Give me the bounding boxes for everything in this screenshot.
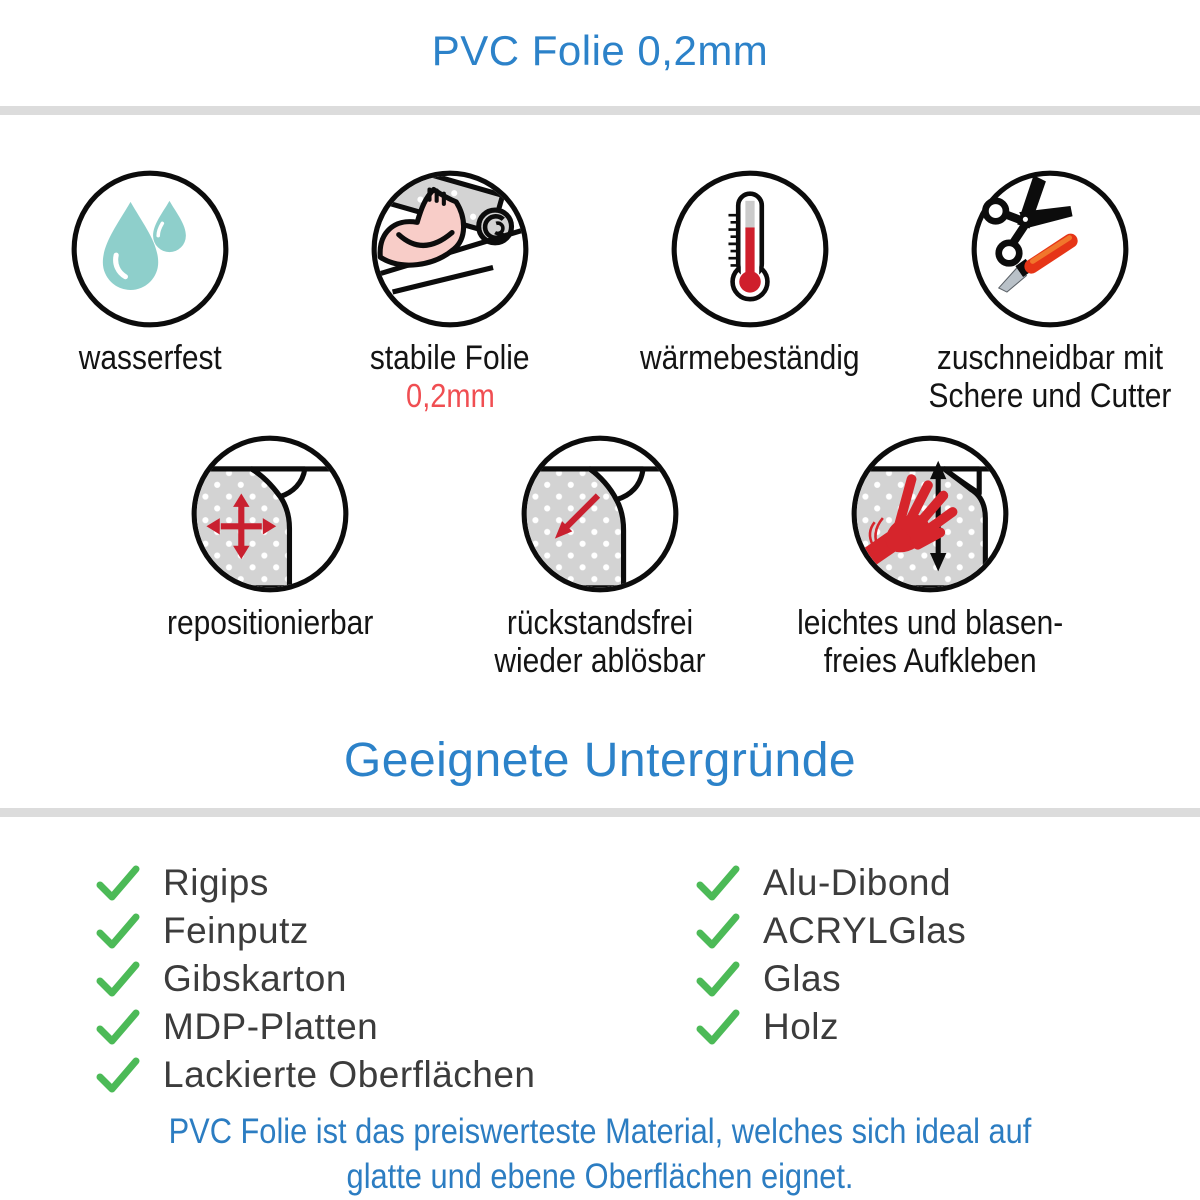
surface-label: Gibskarton — [163, 958, 347, 999]
scissors-and-cutter-icon — [968, 167, 1132, 331]
surface-label: Rigips — [163, 862, 269, 903]
feature-repositionable — [105, 432, 435, 680]
film-move-arrows-icon — [188, 432, 352, 596]
feature-label-line2: wieder ablösbar — [494, 642, 706, 680]
feature-label-line1: zuschneidbar mit — [936, 339, 1164, 377]
surface-label: MDP-Platten — [163, 1006, 379, 1047]
list-item — [695, 955, 966, 1003]
feature-sublabel-thickness: 0,2mm — [405, 377, 495, 414]
check-icon — [695, 960, 741, 998]
list-item — [95, 859, 695, 907]
list-item — [95, 955, 695, 1003]
feature-label-line2: freies Aufkleben — [823, 642, 1037, 680]
muscle-arm-film-roll-icon — [368, 167, 532, 331]
feature-row-2 — [105, 432, 1095, 680]
feature-heat-resistant — [600, 167, 900, 415]
product-infographic — [0, 26, 1200, 1200]
section-title-suitable-surfaces: Geeignete Untergründe — [343, 734, 857, 787]
feature-label-line1: rückstandsfrei — [506, 604, 694, 642]
list-item — [695, 907, 966, 955]
feature-label — [797, 604, 1063, 680]
surface-list-left — [95, 859, 695, 1099]
feature-stable-film — [300, 167, 600, 415]
page-title: PVC Folie 0,2mm — [431, 27, 769, 74]
feature-label: wärmebeständig — [640, 339, 860, 377]
surface-label: Alu-Dibond — [763, 862, 952, 903]
check-icon — [95, 1008, 141, 1046]
divider-middle — [0, 808, 1200, 817]
feature-label: wasserfest — [78, 339, 222, 377]
feature-label-line1: leichtes und blasen- — [796, 604, 1064, 642]
check-icon — [95, 1056, 141, 1094]
feature-cuttable — [900, 167, 1200, 415]
feature-removable — [435, 432, 765, 680]
footer-line-1: PVC Folie ist das preiswerteste Material, welches sich ideal auf — [168, 1112, 1032, 1151]
feature-label — [929, 339, 1172, 415]
footer-line-2: glatte und ebene Oberflächen eignet. — [346, 1157, 854, 1196]
check-icon — [95, 960, 141, 998]
feature-waterproof — [0, 167, 300, 415]
divider-top — [0, 106, 1200, 115]
check-icon — [695, 912, 741, 950]
surface-label: Feinputz — [163, 910, 309, 951]
list-item — [95, 1003, 695, 1051]
feature-label-line2: Schere und Cutter — [928, 377, 1172, 415]
feature-row-1 — [0, 167, 1200, 415]
surface-label: Lackierte Oberflächen — [163, 1054, 536, 1095]
list-item — [95, 1051, 695, 1099]
check-icon — [95, 864, 141, 902]
film-peel-arrow-icon — [518, 432, 682, 596]
thermometer-icon — [668, 167, 832, 331]
feature-bubble-free — [765, 432, 1095, 680]
list-item — [695, 1003, 966, 1051]
check-icon — [695, 864, 741, 902]
surface-checklist — [0, 859, 1200, 1099]
feature-label: repositionierbar — [166, 604, 374, 642]
check-icon — [95, 912, 141, 950]
check-icon — [695, 1008, 741, 1046]
water-drops-icon — [68, 167, 232, 331]
surface-label: ACRYLGlas — [763, 910, 967, 951]
feature-label: stabile Folie — [370, 339, 530, 377]
list-item — [95, 907, 695, 955]
footer-description — [0, 1109, 1200, 1199]
surface-list-right — [695, 859, 966, 1099]
feature-label — [494, 604, 705, 680]
hand-smoothing-film-icon — [848, 432, 1012, 596]
surface-label: Glas — [763, 958, 842, 999]
list-item — [695, 859, 966, 907]
surface-label: Holz — [763, 1006, 840, 1047]
